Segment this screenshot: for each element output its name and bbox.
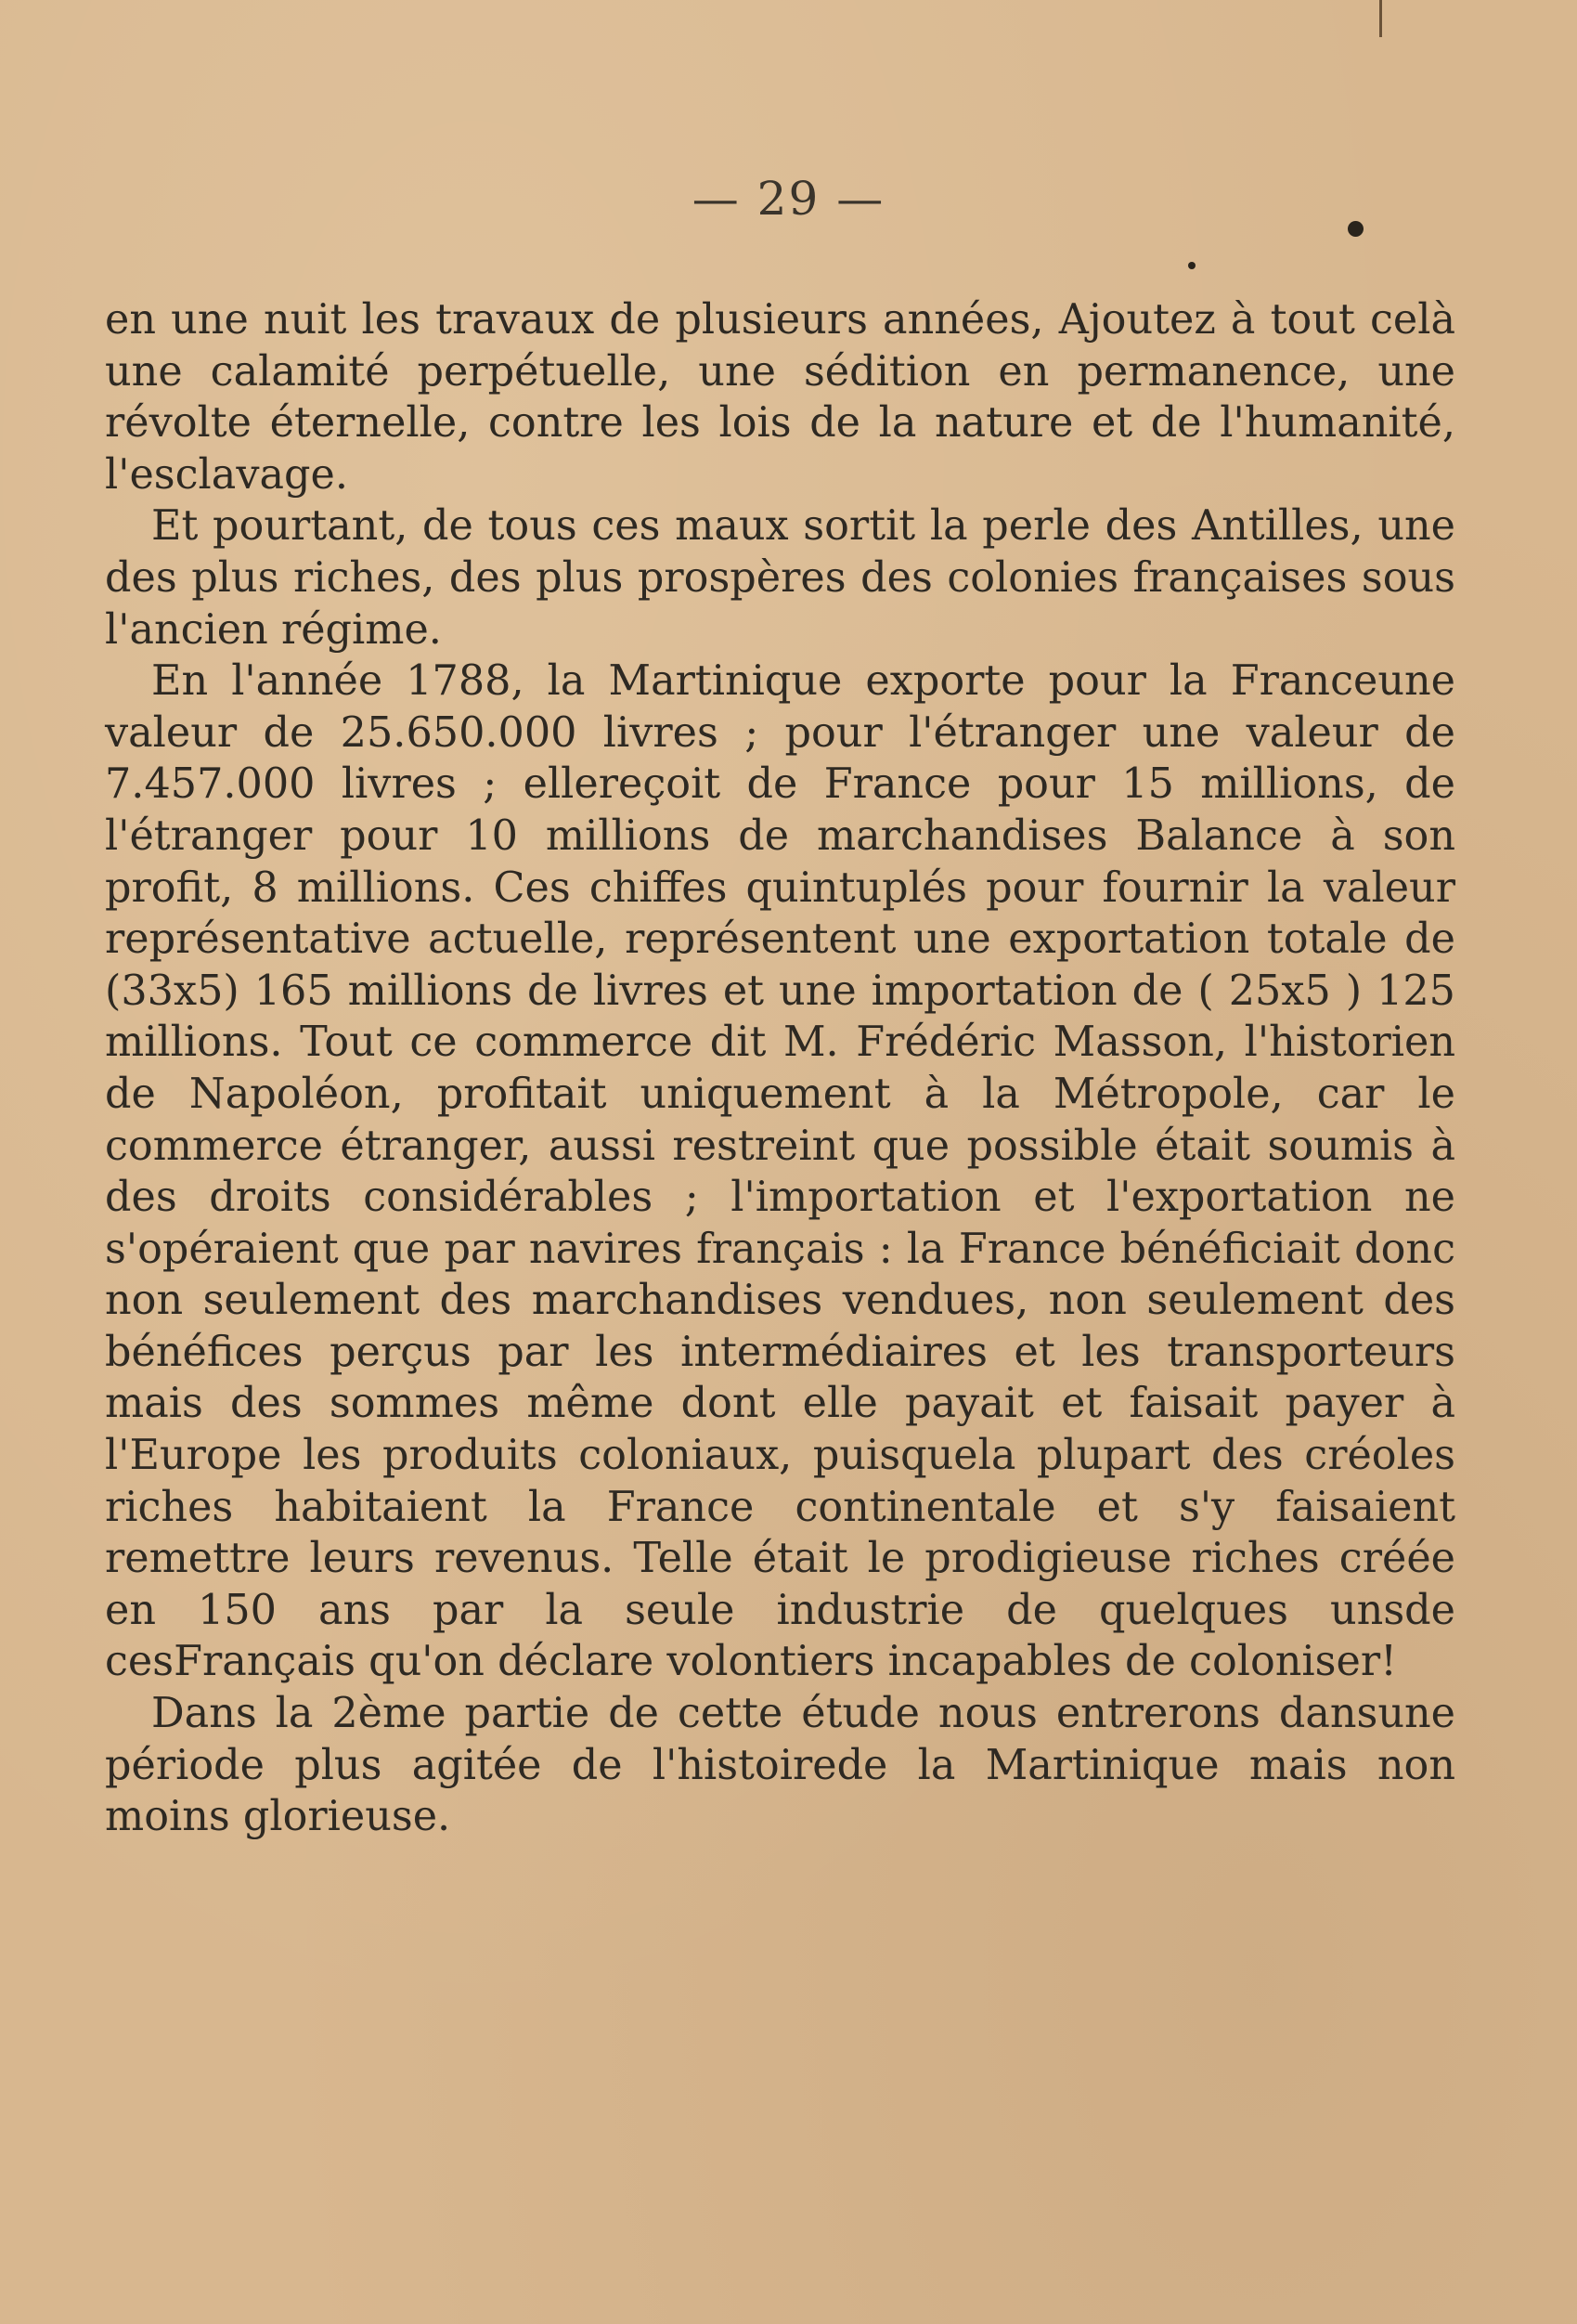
paragraph-4: Dans la 2ème partie de cette étude nous entrerons dansune période plus agitée de l'histoirede la Martinique mais non moins glorieuse.: [105, 1690, 1455, 1841]
paragraph-1: en une nuit les travaux de plusieurs années, Ajoutez à tout celà une calamité perpétuelle, une sédition en permanence, une révolte éternelle, contre les lois de la nature et de l'humanité, l'esclavage.: [105, 296, 1455, 499]
ink-speck: [1348, 221, 1364, 237]
body-text: [105, 294, 1455, 1843]
page-edge-mark: [1379, 0, 1382, 37]
paragraph-3: En l'année 1788, la Martinique exporte pour la Franceune valeur de 25.650.000 livres ; pour l'étranger une valeur de 7.457.000 livres ; ellereçoit de France pour 15 millions, de l'étranger pour 10 millions de marchandises Balance à son profit, 8 millions. Ces chiffes quintuplés pour fournir la valeur représentative actuelle, représentent une exportation totale de (33x5) 165 millions de livres et une importation de ( 25x5 ) 125 millions. Tout ce commerce dit M. Frédéric Masson, l'historien de Napoléon, profitait uniquement à la Métropole, car le commerce étranger, aussi restreint que possible était soumis à des droits considérables ; l'importation et l'exportation ne s'opéraient que par navires français : la France bénéficiait donc non seulement des marchandises vendues, non seulement des bénéfices perçus par les intermédiaires et les transporteurs mais des sommes même dont elle payait et faisait payer à l'Europe les produits coloniaux, puisquela plupart des créoles riches habitaient la France continentale et s'y faisaient remettre leurs revenus. Telle était le prodigieuse riches créée en 150 ans par la seule industrie de quelques unsde cesFrançais qu'on déclare volontiers incapables de coloniser!: [105, 657, 1455, 1686]
paragraph-2: Et pourtant, de tous ces maux sortit la perle des Antilles, une des plus riches, des plus prospères des colonies françaises sous l'ancien régime.: [105, 502, 1455, 654]
page-number: — 29 —: [692, 172, 885, 226]
ink-speck: [1188, 262, 1196, 269]
